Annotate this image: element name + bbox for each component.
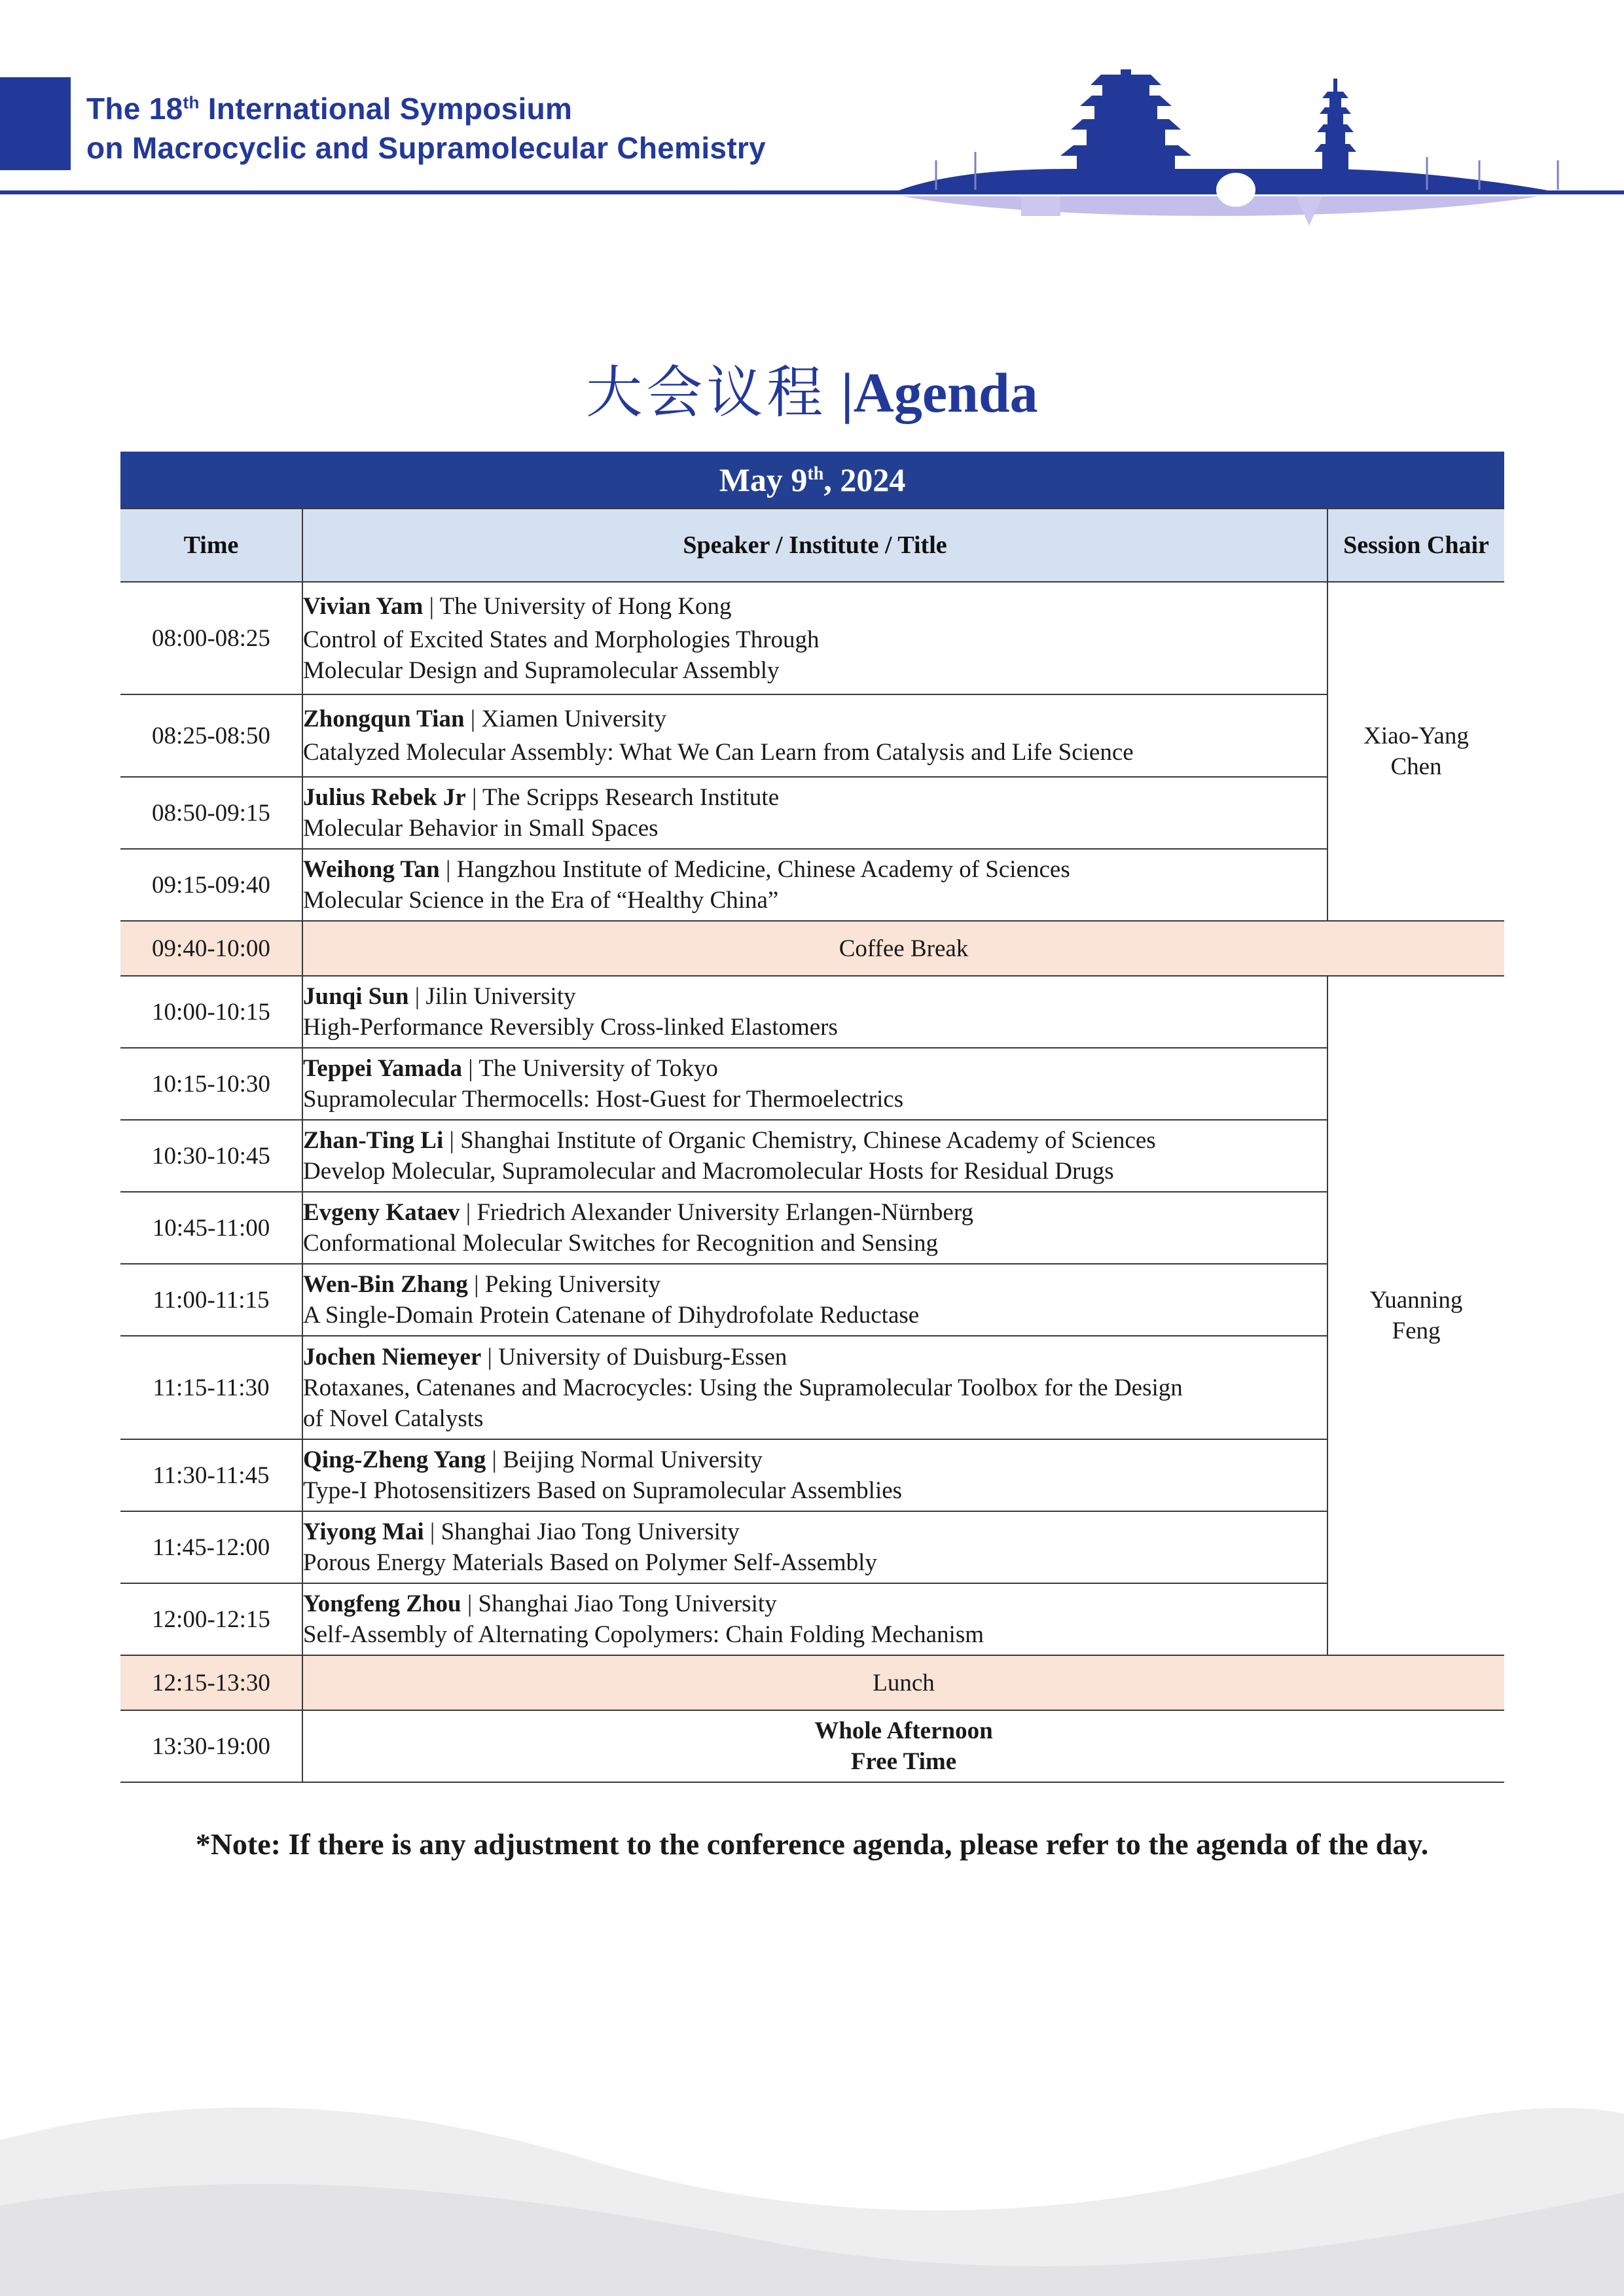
time-cell: 11:15-11:30 [120, 1336, 302, 1439]
institute-name: The Scripps Research Institute [482, 784, 780, 811]
talk-cell: Jochen Niemeyer | University of Duisburg-Essen Rotaxanes, Catenanes and Macrocycles: Using the Supramolecular Toolbox for the Design of Novel Catalysts [302, 1336, 1327, 1439]
session-chair-name: Xiao-Yang [1363, 723, 1469, 749]
talk-cell: Qing-Zheng Yang | Beijing Normal University Type-I Photosensitizers Based on Supramolecular Assemblies [302, 1439, 1327, 1511]
talk-title: A Single-Domain Protein Catenane of Dihydrofolate Reductase [303, 1302, 920, 1329]
speaker-name: Julius Rebek Jr [303, 784, 466, 811]
talk-cell: Yongfeng Zhou | Shanghai Jiao Tong University Self-Assembly of Alternating Copolymers: Chain Folding Mechanism [302, 1583, 1327, 1655]
talk-title: of Novel Catalysts [303, 1405, 484, 1432]
institute-name: The University of Hong Kong [439, 592, 732, 620]
table-row [120, 849, 1504, 921]
talk-title: Self-Assembly of Alternating Copolymers: Chain Folding Mechanism [303, 1621, 984, 1648]
time-cell: 11:45-12:00 [120, 1511, 302, 1583]
talk-title: Molecular Design and Supramolecular Assembly [303, 656, 780, 684]
table-row [120, 1439, 1504, 1511]
institute-name: Shanghai Institute of Organic Chemistry, Chinese Academy of Sciences [460, 1127, 1156, 1154]
free-time-line: Free Time [850, 1748, 957, 1775]
agenda-date: May 9th, 2024 [120, 452, 1504, 509]
time-cell: 13:30-19:00 [120, 1710, 302, 1782]
session-chair-cell [1327, 976, 1504, 1655]
time-cell: 10:00-10:15 [120, 976, 302, 1048]
talk-cell: Wen-Bin Zhang | Peking University A Single-Domain Protein Catenane of Dihydrofolate Reductase [302, 1264, 1327, 1336]
time-cell: 11:00-11:15 [120, 1264, 302, 1336]
talk-title: Control of Excited States and Morphologies Through [303, 626, 820, 653]
time-cell: 10:45-11:00 [120, 1192, 302, 1264]
table-row [120, 1336, 1504, 1439]
speaker-name: Yongfeng Zhou [303, 1590, 461, 1617]
column-header-speaker: Speaker / Institute / Title [302, 509, 1327, 582]
institute-name: Shanghai Jiao Tong University [441, 1518, 740, 1545]
table-row [120, 694, 1504, 777]
talk-title: Conformational Molecular Switches for Recognition and Sensing [303, 1230, 939, 1257]
pagoda-skyline-illustration [0, 0, 1624, 242]
break-row [120, 1655, 1504, 1710]
speaker-name: Jochen Niemeyer [303, 1343, 482, 1371]
talk-cell: Evgeny Kataev | Friedrich Alexander University Erlangen-Nürnberg Conformational Molecular Switches for Recognition and Sensing [302, 1192, 1327, 1264]
talk-title: Molecular Behavior in Small Spaces [303, 815, 659, 842]
time-cell: 08:50-09:15 [120, 777, 302, 849]
session-chair-cell [1327, 582, 1504, 921]
page-title-separator: | [840, 361, 854, 424]
session-chair-name: Chen [1390, 753, 1442, 780]
time-cell: 08:00-08:25 [120, 582, 302, 694]
talk-title: Molecular Science in the Era of “Healthy China” [303, 887, 779, 914]
time-cell: 12:00-12:15 [120, 1583, 302, 1655]
talk-title: Rotaxanes, Catenanes and Macrocycles: Using the Supramolecular Toolbox for the Design [303, 1374, 1183, 1401]
table-row [120, 582, 1504, 694]
page-title-english: Agenda [853, 361, 1038, 424]
institute-name: Jilin University [425, 983, 576, 1010]
institute-name: University of Duisburg-Essen [498, 1343, 787, 1371]
time-cell: 09:15-09:40 [120, 849, 302, 921]
pagoda-icon [1314, 79, 1356, 170]
speaker-name: Yiyong Mai [303, 1518, 424, 1545]
symposium-title-line2: on Macrocyclic and Supramolecular Chemistry [86, 131, 767, 165]
table-row [120, 1511, 1504, 1583]
talk-cell: Julius Rebek Jr | The Scripps Research Institute Molecular Behavior in Small Spaces [302, 777, 1327, 849]
table-header-row [120, 509, 1504, 582]
page-title-chinese: 大会议程 [586, 360, 827, 425]
column-header-time: Time [120, 509, 302, 582]
institute-name: Xiamen University [481, 706, 667, 732]
session-chair-name: Feng [1392, 1318, 1441, 1344]
free-time-cell [302, 1710, 1504, 1782]
institute-name: Peking University [484, 1271, 661, 1298]
table-row [120, 1583, 1504, 1655]
talk-title: High-Performance Reversibly Cross-linked Elastomers [303, 1014, 838, 1041]
table-row [120, 777, 1504, 849]
time-cell: 09:40-10:00 [120, 921, 302, 976]
time-cell: 10:15-10:30 [120, 1048, 302, 1120]
date-bar [120, 452, 1504, 509]
column-header-session-chair: Session Chair [1327, 509, 1504, 582]
institute-name: Beijing Normal University [503, 1446, 763, 1473]
speaker-name: Vivian Yam [303, 592, 424, 620]
speaker-name: Zhan-Ting Li [303, 1127, 444, 1154]
speaker-name: Weihong Tan [303, 856, 440, 883]
talk-cell: Teppei Yamada | The University of Tokyo Supramolecular Thermocells: Host-Guest for Thermoelectrics [302, 1048, 1327, 1120]
speaker-name: Zhongqun Tian [303, 706, 465, 732]
talk-title: Catalyzed Molecular Assembly: What We Can Learn from Catalysis and Life Science [303, 739, 1134, 766]
session-chair-name: Yuanning [1369, 1287, 1463, 1314]
talk-cell: Yiyong Mai | Shanghai Jiao Tong University Porous Energy Materials Based on Polymer Self-Assembly [302, 1511, 1327, 1583]
talk-cell: Junqi Sun | Jilin University High-Performance Reversibly Cross-linked Elastomers [302, 976, 1327, 1048]
symposium-title-line1: The 18th International Symposium [86, 92, 573, 126]
table-row [120, 1710, 1504, 1782]
page-title [0, 357, 1624, 429]
break-label: Lunch [302, 1655, 1504, 1710]
table-row [120, 1120, 1504, 1192]
talk-title: Supramolecular Thermocells: Host-Guest for Thermoelectrics [303, 1086, 904, 1113]
table-row [120, 1192, 1504, 1264]
table-row [120, 976, 1504, 1048]
footer-wave-decoration [0, 2062, 1624, 2296]
table-row [120, 1048, 1504, 1120]
institute-name: Hangzhou Institute of Medicine, Chinese Academy of Sciences [456, 856, 1070, 883]
speaker-name: Qing-Zheng Yang [303, 1446, 486, 1473]
talk-title: Porous Energy Materials Based on Polymer Self-Assembly [303, 1549, 877, 1576]
adjustment-note: *Note: If there is any adjustment to the conference agenda, please refer to the agenda of the day. [195, 1827, 1429, 1861]
talk-title: Type-I Photosensitizers Based on Supramolecular Assemblies [303, 1477, 903, 1504]
speaker-name: Evgeny Kataev [303, 1199, 460, 1226]
time-cell: 11:30-11:45 [120, 1439, 302, 1511]
talk-cell: Zhan-Ting Li | Shanghai Institute of Organic Chemistry, Chinese Academy of Sciences Develop Molecular, Supramolecular and Macromolecular Hosts for Residual Drugs [302, 1120, 1327, 1192]
institute-name: The University of Tokyo [478, 1055, 718, 1082]
speaker-name: Junqi Sun [303, 983, 409, 1010]
institute-name: Friedrich Alexander University Erlangen-Nürnberg [477, 1199, 973, 1226]
talk-cell: Weihong Tan | Hangzhou Institute of Medicine, Chinese Academy of Sciences Molecular Science in the Era of “Healthy China” [302, 849, 1327, 921]
pavilion-icon [1060, 69, 1191, 171]
time-cell: 08:25-08:50 [120, 694, 302, 777]
free-time-line: Whole Afternoon [814, 1717, 993, 1744]
speaker-name: Wen-Bin Zhang [303, 1271, 468, 1298]
talk-title: Develop Molecular, Supramolecular and Macromolecular Hosts for Residual Drugs [303, 1158, 1114, 1185]
institute-name: Shanghai Jiao Tong University [478, 1590, 777, 1617]
agenda-table [120, 452, 1504, 1783]
talk-cell: Vivian Yam | The University of Hong Kong Control of Excited States and Morphologies Through Molecular Design and Supramolecular Assembly [302, 582, 1327, 694]
time-cell: 12:15-13:30 [120, 1655, 302, 1710]
speaker-name: Teppei Yamada [303, 1055, 462, 1082]
break-label: Coffee Break [302, 921, 1504, 976]
break-row [120, 921, 1504, 976]
table-row [120, 1264, 1504, 1336]
time-cell: 10:30-10:45 [120, 1120, 302, 1192]
talk-cell: Zhongqun Tian | Xiamen University Catalyzed Molecular Assembly: What We Can Learn from Catalysis and Life Science [302, 694, 1327, 777]
